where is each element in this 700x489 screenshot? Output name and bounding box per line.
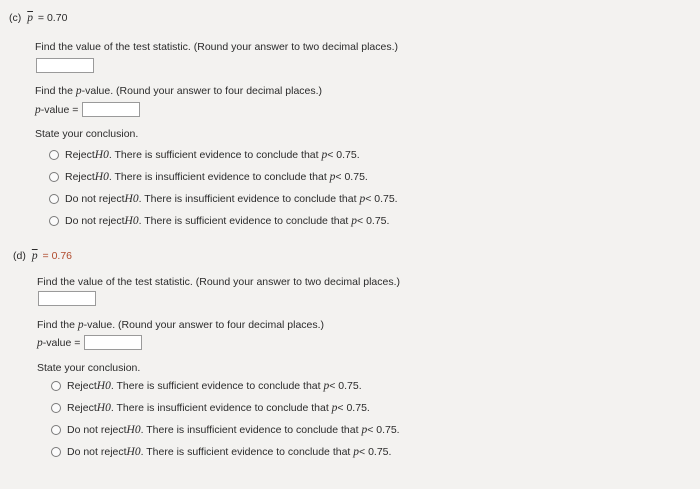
- radio-button[interactable]: [49, 150, 59, 160]
- h-symbol: H: [126, 424, 135, 436]
- h-subscript: 0: [103, 149, 109, 161]
- option-text-tail: < 0.75.: [359, 446, 392, 458]
- conclusion-option-3[interactable]: [49, 193, 398, 205]
- radio-button[interactable]: [49, 172, 59, 182]
- h-symbol: H: [126, 446, 135, 458]
- radio-button[interactable]: [51, 403, 61, 413]
- test-statistic-input[interactable]: [36, 58, 94, 73]
- p-symbol: p: [359, 193, 366, 205]
- option-text-suffix: . There is sufficient evidence to conclude that: [138, 215, 349, 227]
- pvalue-row: [35, 102, 140, 117]
- conclusion-option-4[interactable]: [51, 446, 391, 458]
- pvalue-prompt-suffix: -value. (Round your answer to four decimal places.): [83, 319, 325, 331]
- test-statistic-prompt: Find the value of the test statistic. (Round your answer to two decimal places.): [37, 276, 401, 288]
- test-statistic-input[interactable]: [38, 291, 96, 306]
- option-text-suffix: . There is sufficient evidence to conclude that: [140, 446, 351, 458]
- pvalue-label-var: p: [35, 103, 41, 116]
- p-bar-symbol: $\overline{p}$: [31, 250, 38, 262]
- conclusion-option-3[interactable]: [51, 424, 400, 436]
- option-text-suffix: . There is insufficient evidence to conclude that: [108, 171, 327, 183]
- h-symbol: H: [94, 149, 104, 161]
- h-symbol: H: [124, 193, 133, 205]
- part-c-label: (c): [9, 12, 22, 24]
- pvalue-label-var: p: [37, 336, 43, 349]
- h-subscript: 0: [105, 380, 111, 392]
- option-text-tail: < 0.75.: [329, 380, 362, 392]
- option-text-tail: < 0.75.: [327, 149, 360, 161]
- p-bar-value: = 0.70: [37, 12, 68, 24]
- test-statistic-prompt: Find the value of the test statistic. (Round your answer to two decimal places.): [35, 41, 399, 53]
- part-c-header: [9, 12, 67, 24]
- conclusion-option-2[interactable]: [49, 171, 368, 183]
- option-text-suffix: . There is sufficient evidence to conclude that: [110, 380, 321, 392]
- option-text-pre: Reject: [67, 380, 97, 392]
- p-symbol: p: [353, 446, 360, 458]
- option-text-pre: Reject: [65, 149, 95, 161]
- pvalue-label-suffix: -value =: [42, 336, 81, 349]
- option-text-pre: Do not reject: [67, 446, 127, 458]
- conclusion-option-1[interactable]: [51, 380, 362, 392]
- part-d-header: [13, 250, 72, 262]
- option-text-suffix: . There is insufficient evidence to conclude that: [110, 402, 329, 414]
- p-symbol: p: [323, 380, 330, 392]
- conclusion-prompt: State your conclusion.: [35, 128, 139, 140]
- option-text-pre: Reject: [65, 171, 95, 183]
- option-text-tail: < 0.75.: [357, 215, 390, 227]
- option-text-pre: Do not reject: [65, 193, 125, 205]
- option-text-tail: < 0.75.: [367, 424, 400, 436]
- h-subscript: 0: [105, 402, 111, 414]
- radio-button[interactable]: [51, 447, 61, 457]
- pvalue-prompt-suffix: -value. (Round your answer to four decimal places.): [81, 85, 323, 97]
- h-subscript: 0: [103, 171, 109, 183]
- conclusion-option-4[interactable]: [49, 215, 389, 227]
- h-symbol: H: [96, 380, 106, 392]
- h-subscript: 0: [134, 446, 141, 458]
- option-text-tail: < 0.75.: [337, 402, 370, 414]
- p-symbol: p: [329, 171, 336, 183]
- pvalue-row: [37, 335, 142, 350]
- p-symbol: p: [361, 424, 368, 436]
- pvalue-prompt-prefix: Find the: [35, 85, 76, 97]
- p-symbol: p: [351, 215, 358, 227]
- option-text-tail: < 0.75.: [335, 171, 368, 183]
- pvalue-input[interactable]: [82, 102, 140, 117]
- radio-button[interactable]: [51, 425, 61, 435]
- pvalue-prompt: [37, 319, 324, 331]
- h-subscript: 0: [132, 215, 139, 227]
- option-text-suffix: . There is insufficient evidence to conclude that: [140, 424, 359, 436]
- h-symbol: H: [96, 402, 106, 414]
- pvalue-prompt-var: p: [75, 85, 82, 97]
- part-d-label: (d): [13, 250, 26, 262]
- radio-button[interactable]: [49, 216, 59, 226]
- p-bar-symbol: $\overline{p}$: [27, 12, 33, 24]
- p-bar-value: = 0.76: [42, 250, 73, 262]
- pvalue-label-suffix: -value =: [40, 103, 79, 116]
- option-text-suffix: . There is insufficient evidence to conclude that: [138, 193, 357, 205]
- radio-button[interactable]: [51, 381, 61, 391]
- option-text-pre: Do not reject: [67, 424, 127, 436]
- radio-button[interactable]: [49, 194, 59, 204]
- pvalue-prompt-var: p: [77, 319, 84, 331]
- p-symbol: p: [321, 149, 328, 161]
- conclusion-option-2[interactable]: [51, 402, 370, 414]
- conclusion-prompt: State your conclusion.: [37, 362, 141, 374]
- conclusion-option-1[interactable]: [49, 149, 360, 161]
- pvalue-input[interactable]: [84, 335, 142, 350]
- h-subscript: 0: [134, 424, 141, 436]
- h-subscript: 0: [132, 193, 139, 205]
- option-text-pre: Do not reject: [65, 215, 125, 227]
- pvalue-prompt: [35, 85, 322, 97]
- option-text-pre: Reject: [67, 402, 97, 414]
- pvalue-prompt-prefix: Find the: [37, 319, 78, 331]
- option-text-suffix: . There is sufficient evidence to conclude that: [108, 149, 319, 161]
- option-text-tail: < 0.75.: [365, 193, 398, 205]
- p-symbol: p: [331, 402, 338, 414]
- h-symbol: H: [124, 215, 133, 227]
- h-symbol: H: [94, 171, 104, 183]
